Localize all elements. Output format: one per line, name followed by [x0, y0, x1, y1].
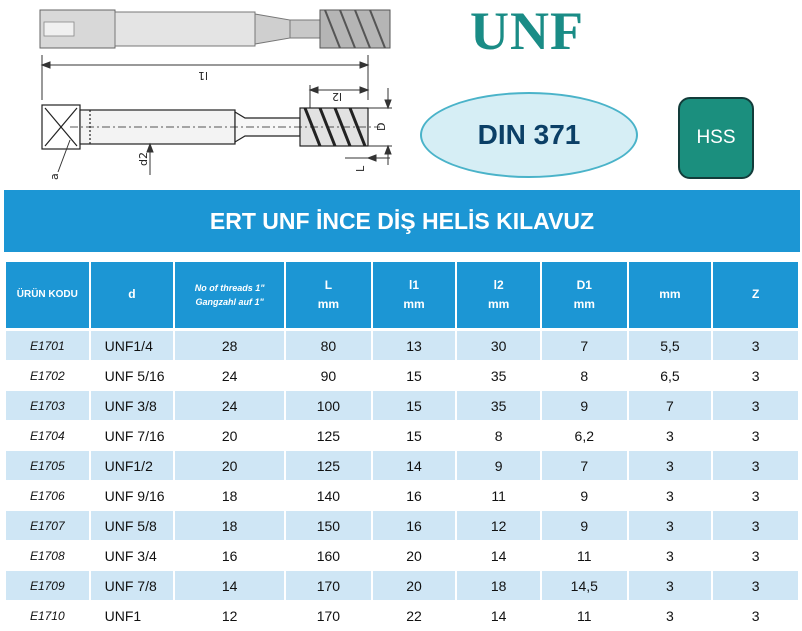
cell-L: 125 [286, 421, 371, 451]
cell-code: E1710 [6, 601, 89, 631]
cell-threads: 14 [175, 571, 284, 601]
cell-code: E1709 [6, 571, 89, 601]
cell-d: UNF1/4 [91, 331, 174, 361]
header-d [91, 262, 174, 331]
cell-L: 80 [286, 331, 371, 361]
dimension-L [345, 155, 390, 161]
table-row [6, 391, 798, 421]
cell-threads: 20 [175, 421, 284, 451]
table-header-row [6, 262, 798, 331]
product-banner: ERT UNF İNCE DİŞ HELİS KILAVUZ [4, 190, 800, 252]
cell-l1: 13 [373, 331, 456, 361]
cell-D1: 7 [542, 331, 627, 361]
cell-l2: 14 [457, 541, 540, 571]
cell-l2: 35 [457, 391, 540, 421]
cell-Z: 3 [713, 601, 798, 631]
table-row [6, 601, 798, 631]
cell-l2: 9 [457, 451, 540, 481]
table-body [6, 331, 798, 631]
cell-D1: 9 [542, 511, 627, 541]
cell-threads: 24 [175, 361, 284, 391]
cell-mm: 3 [629, 601, 712, 631]
label-d2: d2 [137, 152, 150, 166]
header-sublabel: Gangzahl auf 1" [195, 297, 264, 307]
cell-l1: 16 [373, 481, 456, 511]
cell-l1: 16 [373, 511, 456, 541]
cell-threads: 18 [175, 511, 284, 541]
cell-Z: 3 [713, 331, 798, 361]
cell-l2: 14 [457, 601, 540, 631]
header-label: ÜRÜN KODU [16, 289, 78, 300]
cell-code: E1705 [6, 451, 89, 481]
cell-d: UNF 5/16 [91, 361, 174, 391]
cell-mm: 3 [629, 481, 712, 511]
cell-mm: 7 [629, 391, 712, 421]
cell-l2: 18 [457, 571, 540, 601]
header-Z [713, 262, 798, 331]
table-row [6, 361, 798, 391]
header-l1 [373, 262, 456, 331]
standard-badge: DIN 371 [420, 92, 638, 178]
cell-code: E1706 [6, 481, 89, 511]
cell-l2: 30 [457, 331, 540, 361]
cell-Z: 3 [713, 511, 798, 541]
cell-L: 90 [286, 361, 371, 391]
cell-l2: 8 [457, 421, 540, 451]
cell-l1: 20 [373, 541, 456, 571]
cell-mm: 3 [629, 511, 712, 541]
header-sublabel: mm [317, 297, 340, 311]
cell-d: UNF 3/4 [91, 541, 174, 571]
header-urun-kodu [6, 262, 89, 331]
cell-mm: 6,5 [629, 361, 712, 391]
table-row [6, 331, 798, 361]
header-sublabel: mm [403, 297, 425, 311]
cell-d: UNF1 [91, 601, 174, 631]
header-label: l2 [493, 277, 504, 292]
cell-L: 100 [286, 391, 371, 421]
page-title: UNF [470, 1, 584, 61]
cell-threads: 18 [175, 481, 284, 511]
cell-D1: 6,2 [542, 421, 627, 451]
header-sublabel: mm [573, 297, 595, 311]
cell-Z: 3 [713, 451, 798, 481]
cell-Z: 3 [713, 541, 798, 571]
cell-d: UNF 3/8 [91, 391, 174, 421]
header-l2 [457, 262, 540, 331]
header-label: d [128, 287, 136, 302]
label-D: D [375, 122, 388, 131]
cell-threads: 20 [175, 451, 284, 481]
header-label: L [324, 277, 333, 292]
cell-code: E1701 [6, 331, 89, 361]
header-label: mm [659, 287, 681, 302]
cell-l1: 15 [373, 391, 456, 421]
cell-D1: 8 [542, 361, 627, 391]
cell-d: UNF 9/16 [91, 481, 174, 511]
label-l2: l2 [331, 90, 342, 103]
header-L [286, 262, 371, 331]
tap-drawings [0, 0, 400, 190]
header-label: No of threads 1" [194, 282, 265, 293]
cell-threads: 28 [175, 331, 284, 361]
cell-L: 160 [286, 541, 371, 571]
table-row [6, 421, 798, 451]
cell-mm: 5,5 [629, 331, 712, 361]
cell-L: 125 [286, 451, 371, 481]
cell-D1: 9 [542, 391, 627, 421]
header-mm [629, 262, 712, 331]
cell-L: 170 [286, 601, 371, 631]
cell-d: UNF 7/16 [91, 421, 174, 451]
cell-l1: 15 [373, 421, 456, 451]
label-a: a [48, 173, 61, 180]
cell-L: 140 [286, 481, 371, 511]
table-row [6, 451, 798, 481]
cell-d: UNF1/2 [91, 451, 174, 481]
cell-code: E1708 [6, 541, 89, 571]
header-label: D1 [576, 277, 592, 292]
cell-l2: 11 [457, 481, 540, 511]
cell-threads: 24 [175, 391, 284, 421]
cell-mm: 3 [629, 421, 712, 451]
cell-code: E1703 [6, 391, 89, 421]
cell-mm: 3 [629, 571, 712, 601]
material-badge: HSS [678, 97, 754, 179]
cell-code: E1702 [6, 361, 89, 391]
cell-l1: 20 [373, 571, 456, 601]
cell-d: UNF 5/8 [91, 511, 174, 541]
spec-table [4, 262, 800, 631]
cell-Z: 3 [713, 361, 798, 391]
table-row [6, 511, 798, 541]
cell-mm: 3 [629, 451, 712, 481]
cell-code: E1707 [6, 511, 89, 541]
cell-Z: 3 [713, 421, 798, 451]
cell-Z: 3 [713, 571, 798, 601]
table-row [6, 541, 798, 571]
cell-D1: 11 [542, 541, 627, 571]
cell-D1: 9 [542, 481, 627, 511]
cell-mm: 3 [629, 541, 712, 571]
cell-code: E1704 [6, 421, 89, 451]
header-threads [175, 262, 284, 331]
cell-d: UNF 7/8 [91, 571, 174, 601]
cell-Z: 3 [713, 391, 798, 421]
leader-a [58, 140, 70, 172]
header-sublabel: mm [487, 297, 510, 311]
cell-Z: 3 [713, 481, 798, 511]
cell-threads: 12 [175, 601, 284, 631]
label-L: L [354, 165, 367, 172]
cell-l2: 12 [457, 511, 540, 541]
cell-L: 170 [286, 571, 371, 601]
cell-l1: 22 [373, 601, 456, 631]
cell-D1: 11 [542, 601, 627, 631]
tap-photo [40, 10, 390, 48]
cell-l2: 35 [457, 361, 540, 391]
label-l1: l1 [197, 69, 208, 82]
cell-D1: 7 [542, 451, 627, 481]
table-row [6, 571, 798, 601]
header-label: l1 [409, 277, 420, 292]
header-D1 [542, 262, 627, 331]
cell-threads: 16 [175, 541, 284, 571]
cell-D1: 14,5 [542, 571, 627, 601]
cell-l1: 14 [373, 451, 456, 481]
cell-L: 150 [286, 511, 371, 541]
header-label: Z [751, 287, 760, 302]
table-row [6, 481, 798, 511]
cell-l1: 15 [373, 361, 456, 391]
tap-line-drawing [42, 105, 380, 149]
